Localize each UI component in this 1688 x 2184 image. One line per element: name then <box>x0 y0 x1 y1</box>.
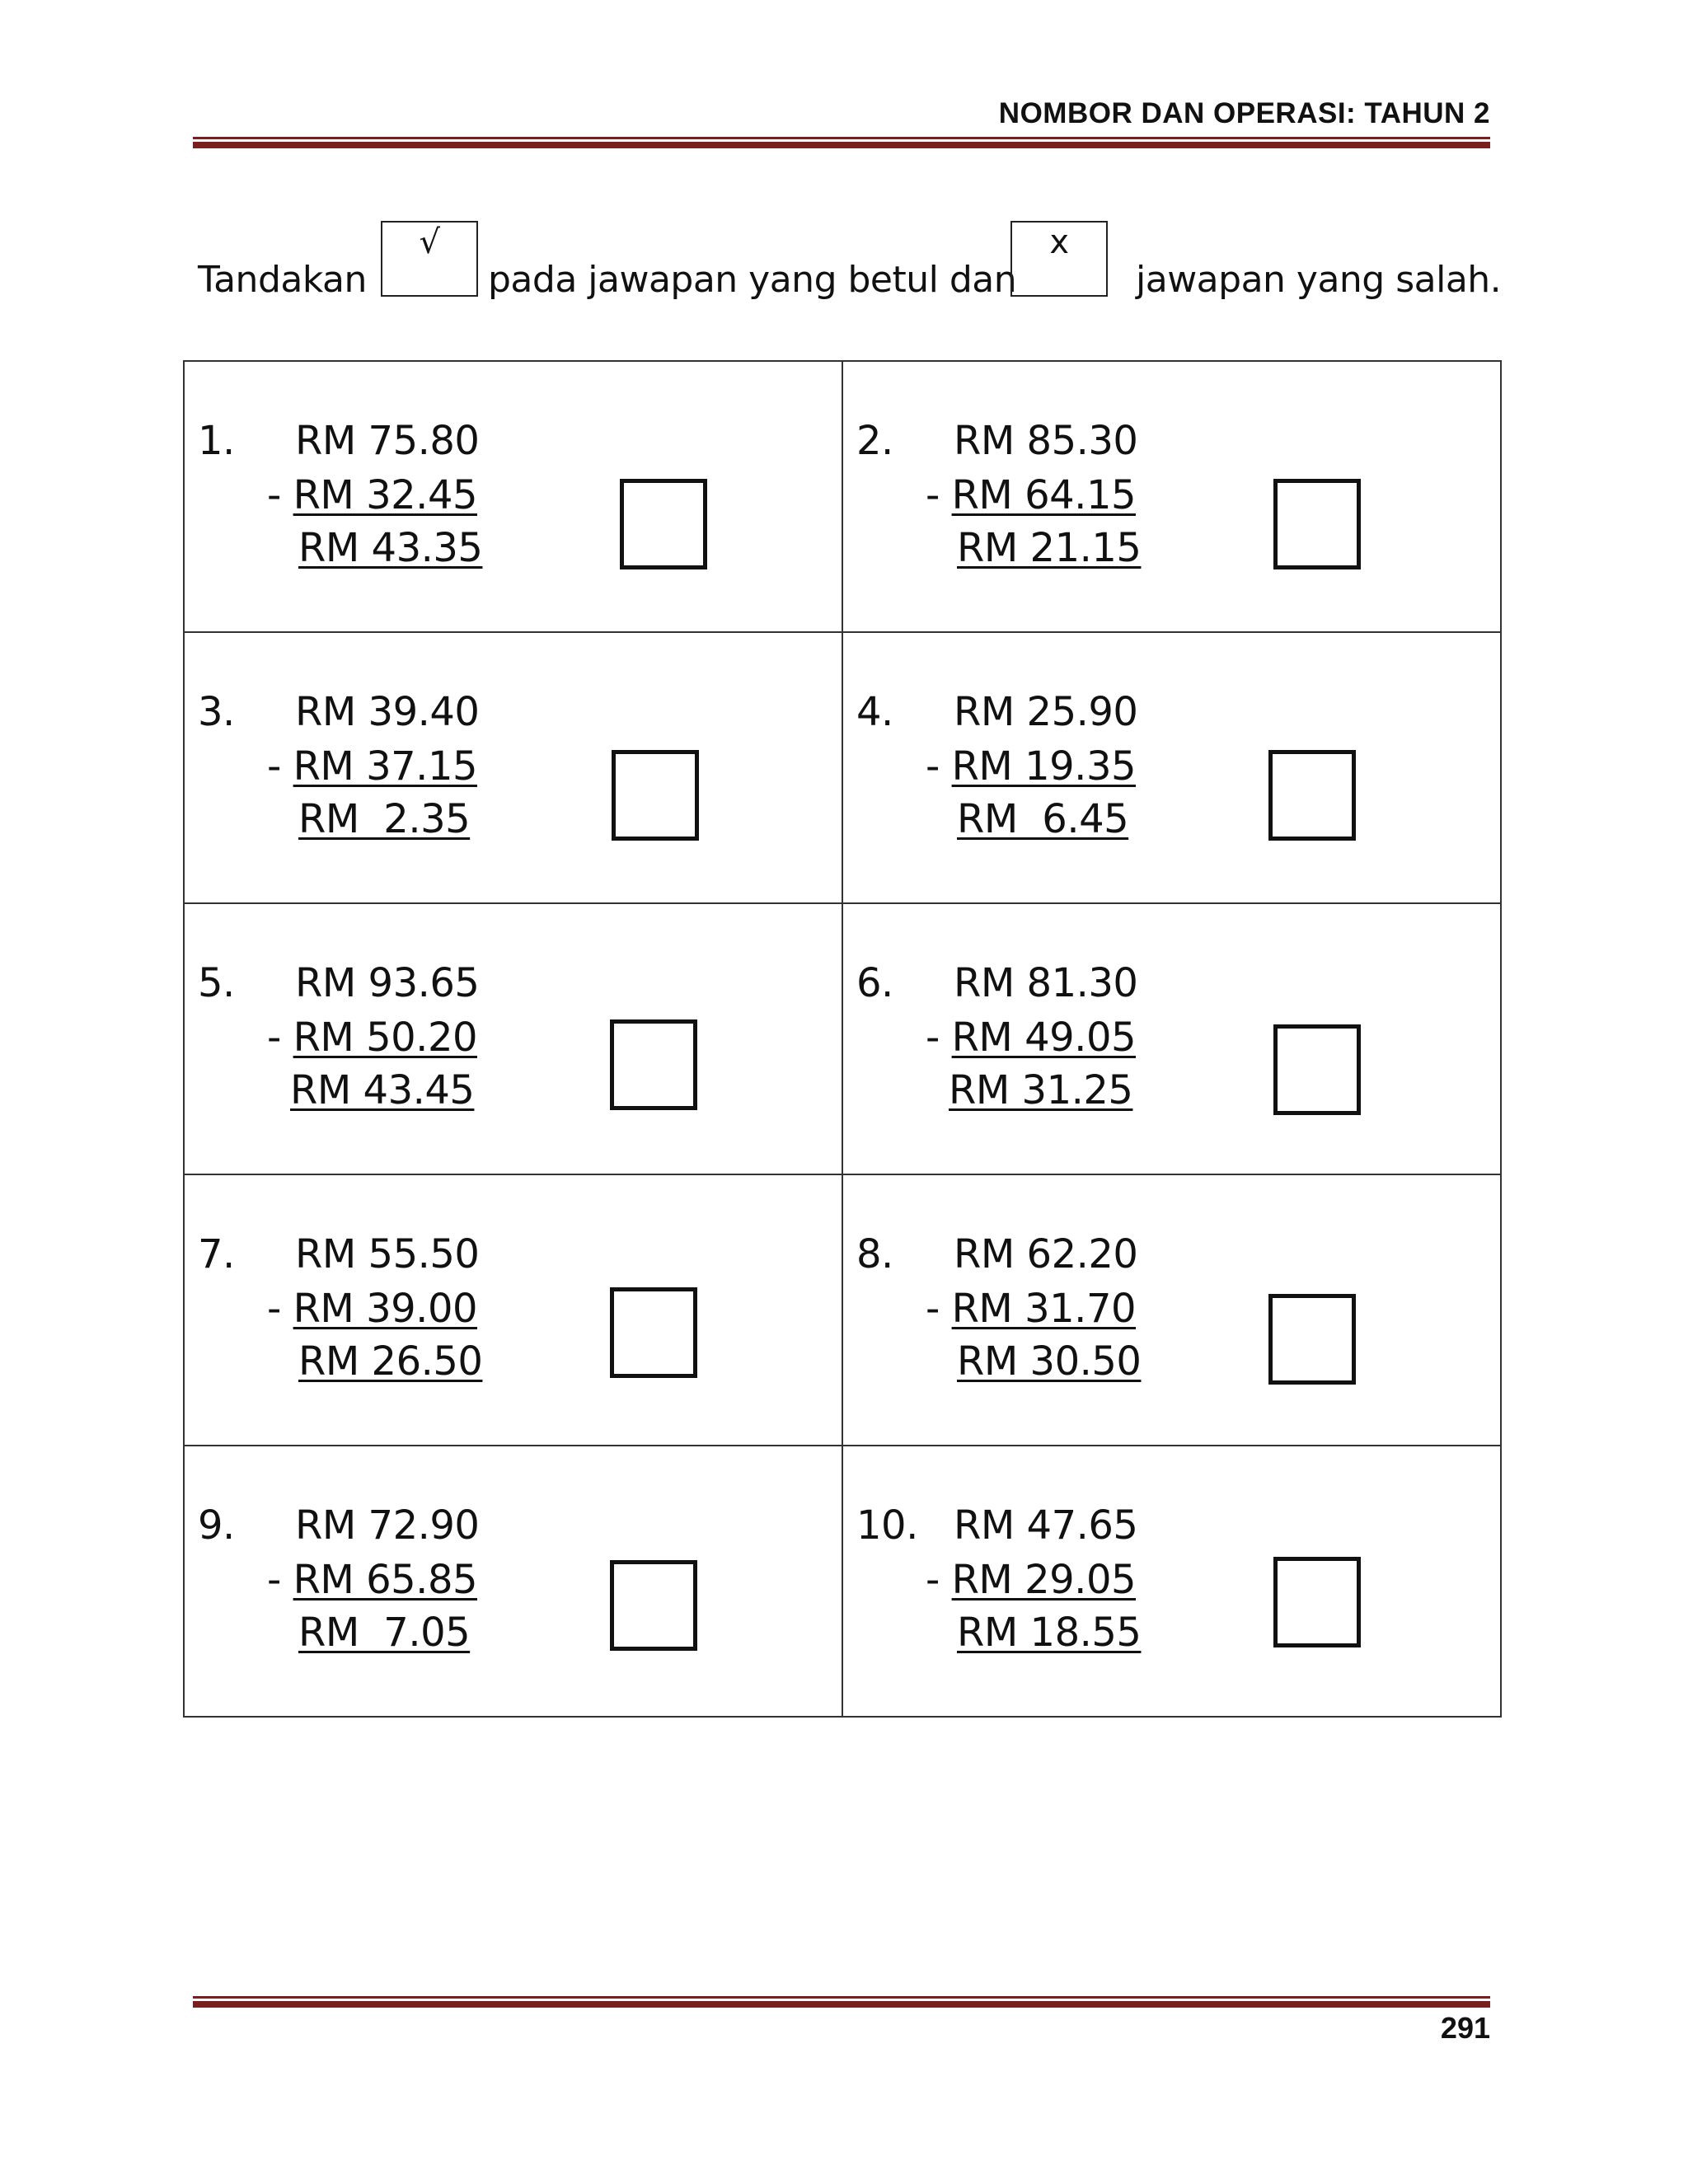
answer-checkbox[interactable] <box>1268 1294 1356 1385</box>
question-cell-6 <box>842 903 1501 1174</box>
subtrahend: RM 32.45 <box>293 472 478 518</box>
question-cell-9 <box>184 1446 842 1717</box>
question-cell-5 <box>184 903 842 1174</box>
question-cell-3 <box>184 632 842 903</box>
minuend: RM 85.30 <box>954 418 1138 464</box>
answer-line <box>957 1338 1141 1385</box>
instruction-text-end: jawapan yang salah. <box>1136 259 1502 301</box>
header-title: NOMBOR DAN OPERASI: TAHUN 2 <box>998 97 1490 129</box>
answer: RM 21.15 <box>957 525 1142 571</box>
instruction-text-start: Tandakan <box>198 259 367 301</box>
minuend: RM 47.65 <box>954 1502 1138 1549</box>
footer-rule <box>193 1996 1490 2008</box>
minus-sign: - <box>267 1557 293 1603</box>
answer: RM 26.50 <box>298 1338 483 1385</box>
subtrahend: RM 65.85 <box>293 1557 478 1603</box>
question-grid <box>183 360 1502 1718</box>
instruction-text-middle: pada jawapan yang betul dan <box>488 259 1017 301</box>
subtrahend: RM 29.05 <box>951 1557 1137 1603</box>
question-cell-8 <box>842 1174 1501 1446</box>
answer-checkbox[interactable] <box>1273 1557 1361 1647</box>
check-icon: √ <box>419 223 440 261</box>
answer-line <box>957 1610 1141 1656</box>
answer: RM 2.35 <box>298 796 471 842</box>
instruction-line <box>198 216 1517 315</box>
subtrahend-line <box>926 1557 1136 1603</box>
minus-sign: - <box>926 1015 952 1061</box>
subtrahend-line <box>926 1015 1136 1061</box>
minuend: RM 39.40 <box>295 689 480 735</box>
answer-line <box>957 796 1128 842</box>
question-cell-4 <box>842 632 1501 903</box>
question-number: 1. <box>198 418 235 464</box>
answer: RM 43.45 <box>290 1067 475 1113</box>
answer: RM 18.55 <box>957 1610 1142 1656</box>
answer: RM 31.25 <box>949 1067 1133 1113</box>
subtrahend: RM 64.15 <box>951 472 1137 518</box>
answer-line <box>957 525 1141 571</box>
check-symbol-box <box>381 221 478 297</box>
answer: RM 6.45 <box>957 796 1129 842</box>
grid-row <box>184 903 1501 1174</box>
subtrahend: RM 39.00 <box>293 1286 478 1332</box>
cross-symbol-box <box>1010 221 1108 297</box>
minuend: RM 81.30 <box>954 960 1138 1006</box>
answer-line <box>298 525 482 571</box>
question-number: 5. <box>198 960 235 1006</box>
subtrahend-line <box>267 1557 477 1603</box>
question-number: 2. <box>856 418 893 464</box>
subtrahend: RM 19.35 <box>951 743 1137 790</box>
question-cell-1 <box>184 361 842 632</box>
minuend: RM 25.90 <box>954 689 1138 735</box>
answer: RM 30.50 <box>957 1338 1142 1385</box>
grid-row <box>184 632 1501 903</box>
question-number: 8. <box>856 1231 893 1277</box>
answer-checkbox[interactable] <box>612 750 699 841</box>
subtrahend-line <box>267 472 477 518</box>
subtrahend: RM 31.70 <box>951 1286 1137 1332</box>
minuend: RM 55.50 <box>295 1231 480 1277</box>
minuend: RM 93.65 <box>295 960 480 1006</box>
subtrahend: RM 49.05 <box>951 1015 1137 1061</box>
answer-checkbox[interactable] <box>610 1019 697 1110</box>
answer: RM 43.35 <box>298 525 483 571</box>
cross-icon: x <box>1049 223 1069 261</box>
answer-checkbox[interactable] <box>1273 479 1361 569</box>
question-cell-10 <box>842 1446 1501 1717</box>
answer-checkbox[interactable] <box>620 479 707 569</box>
question-cell-2 <box>842 361 1501 632</box>
question-number: 4. <box>856 689 893 735</box>
minus-sign: - <box>267 1286 293 1332</box>
answer-checkbox[interactable] <box>1268 750 1356 841</box>
page-number: 291 <box>1440 2011 1490 2045</box>
subtrahend-line <box>926 743 1136 790</box>
subtrahend-line <box>926 472 1136 518</box>
minus-sign: - <box>926 472 952 518</box>
answer: RM 7.05 <box>298 1610 471 1656</box>
question-number: 3. <box>198 689 235 735</box>
minuend: RM 62.20 <box>954 1231 1138 1277</box>
subtrahend-line <box>926 1286 1136 1332</box>
subtrahend: RM 50.20 <box>293 1015 478 1061</box>
answer-checkbox[interactable] <box>610 1560 697 1651</box>
answer-checkbox[interactable] <box>610 1287 697 1378</box>
minuend: RM 72.90 <box>295 1502 480 1549</box>
question-number: 7. <box>198 1231 235 1277</box>
minus-sign: - <box>267 1015 293 1061</box>
header-rule <box>193 137 1490 148</box>
answer-checkbox[interactable] <box>1273 1024 1361 1115</box>
grid-row <box>184 1174 1501 1446</box>
answer-line <box>298 796 470 842</box>
subtrahend-line <box>267 1015 477 1061</box>
question-number: 9. <box>198 1502 235 1549</box>
minus-sign: - <box>267 743 293 790</box>
grid-row <box>184 1446 1501 1717</box>
answer-line <box>298 1338 482 1385</box>
question-cell-7 <box>184 1174 842 1446</box>
answer-line <box>290 1067 474 1113</box>
subtrahend-line <box>267 1286 477 1332</box>
question-number: 6. <box>856 960 893 1006</box>
grid-row <box>184 361 1501 632</box>
minus-sign: - <box>926 1286 952 1332</box>
minuend: RM 75.80 <box>295 418 480 464</box>
answer-line <box>298 1610 470 1656</box>
subtrahend: RM 37.15 <box>293 743 478 790</box>
minus-sign: - <box>926 743 952 790</box>
question-number: 10. <box>856 1502 918 1549</box>
minus-sign: - <box>267 472 293 518</box>
answer-line <box>949 1067 1132 1113</box>
subtrahend-line <box>267 743 477 790</box>
minus-sign: - <box>926 1557 952 1603</box>
